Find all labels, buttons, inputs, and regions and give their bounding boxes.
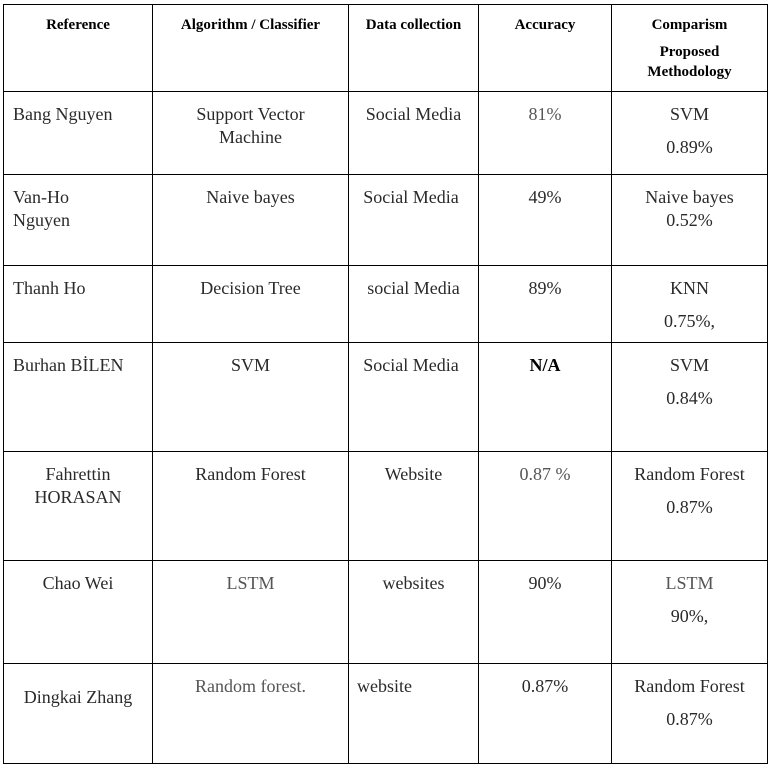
row3-accuracy: 89% [528,278,562,298]
row1-data-collection: Social Media [365,104,462,124]
header-comparison-line3: Methodology [647,64,732,80]
header-data-collection: Data collection [365,17,462,33]
row5-algorithm: Random Forest [195,464,306,484]
row6-comparison-model: LSTM [665,573,714,593]
row7-comparison [612,675,767,731]
row3-algorithm: Decision Tree [200,278,301,298]
row6-comparison-value: 90%, [670,606,709,626]
row3-comparison [612,277,767,333]
row7-reference: Dingkai Zhang [23,687,133,707]
row7-data-collection: website [357,676,412,696]
row-divider [3,663,768,664]
row2-reference [13,186,151,232]
row-divider [3,451,768,452]
row4-accuracy: N/A [529,355,561,375]
row4-comparison-model: SVM [669,355,709,375]
row6-reference: Chao Wei [42,573,114,593]
row1-comparison-model: SVM [669,104,709,124]
row5-reference-line2: HORASAN [34,487,122,507]
row-divider [3,91,768,92]
header-comparison [612,15,767,82]
row5-accuracy: 0.87 % [519,464,571,484]
row1-accuracy: 81% [528,104,562,124]
row2-data-collection: Social Media [363,187,459,207]
row5-comparison-value: 0.87% [666,497,713,517]
header-accuracy: Accuracy [514,17,576,33]
row-divider [3,342,768,343]
row1-comparison [612,103,767,159]
row1-algorithm-line2: Machine [219,127,282,147]
row3-data-collection: social Media [367,278,460,298]
row-divider [3,560,768,561]
table-border-top [3,4,768,5]
row5-comparison-model: Random Forest [634,464,745,484]
row6-comparison [612,572,767,628]
row3-comparison-value: 0.75%, [664,311,715,331]
row2-comparison-value: 0.52% [666,210,713,230]
row5-comparison [612,463,767,519]
header-comparison-line2: Proposed [659,44,720,60]
row2-reference-line2: Nguyen [13,210,70,230]
table-border-right [767,4,768,764]
table-border-bottom [3,763,768,764]
row-divider [3,265,768,266]
row2-comparison-model: Naive bayes [645,187,734,207]
row4-comparison-value: 0.84% [666,388,713,408]
row4-comparison [612,354,767,410]
row6-algorithm: LSTM [226,573,275,593]
row2-comparison [612,186,767,232]
row3-reference: Thanh Ho [13,278,86,298]
row5-data-collection: Website [384,464,443,484]
row2-reference-line1: Van-Ho [13,187,69,207]
row4-algorithm: SVM [230,355,270,375]
row7-comparison-value: 0.87% [666,709,713,729]
header-algorithm: Algorithm / Classifier [180,17,321,33]
row5-reference [4,463,152,509]
row6-data-collection: websites [382,573,445,593]
row7-comparison-model: Random Forest [634,676,745,696]
row2-accuracy: 49% [528,187,562,207]
row1-comparison-value: 0.89% [666,137,713,157]
row1-algorithm-line1: Support Vector [196,104,305,124]
row5-reference-line1: Fahrettin [45,464,111,484]
row7-accuracy: 0.87% [521,676,569,696]
row2-algorithm: Naive bayes [206,187,295,207]
row1-algorithm [153,103,348,149]
row4-data-collection: Social Media [363,355,459,375]
row-divider [3,174,768,175]
header-reference: Reference [46,17,110,33]
row4-reference: Burhan BİLEN [13,355,124,375]
row3-comparison-model: KNN [670,278,709,298]
row6-accuracy: 90% [528,573,562,593]
table-border-left [3,4,4,764]
row7-algorithm: Random forest. [195,676,306,696]
row1-reference: Bang Nguyen [13,104,113,124]
header-comparison-line1: Comparism [651,17,728,33]
